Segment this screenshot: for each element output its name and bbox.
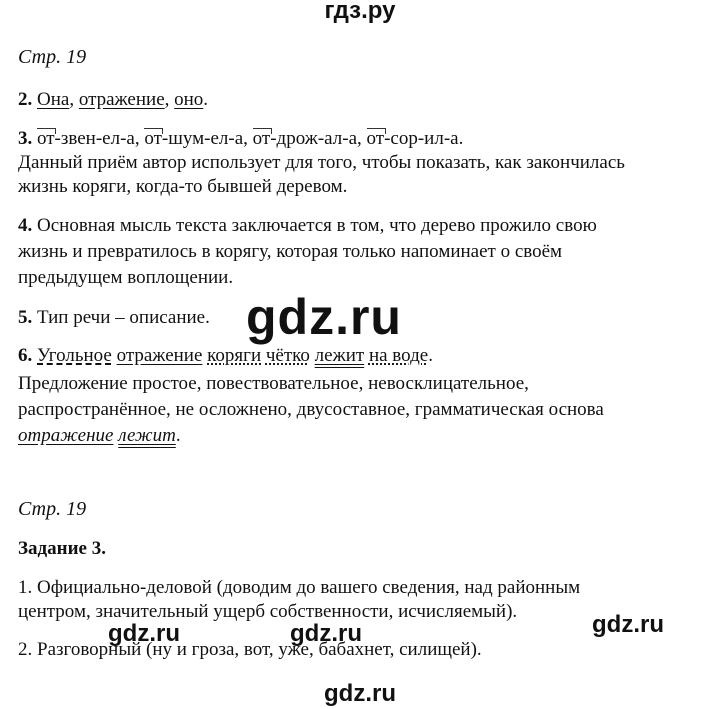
separator: , xyxy=(69,89,79,110)
answer-6-line2: Предложение простое, повествовательное, невосклицательное, xyxy=(18,373,529,394)
subject-word: отражение xyxy=(18,425,114,446)
separator: , xyxy=(164,89,175,110)
word-text: от-шум-ел-а xyxy=(144,128,244,149)
separator: . xyxy=(203,89,209,110)
answer-text: Основная мысль текста заключается в том, что дерево прожило свою xyxy=(37,215,597,236)
task-item-2: 2. Разговорный (ну и гроза, вот, уже, бабахнет, силищей). xyxy=(18,639,482,660)
answer-4-line3: предыдущем воплощении. xyxy=(18,267,234,288)
word-text: от-звен-ел-а xyxy=(37,128,135,149)
word-text: от-дрож-ал-а xyxy=(252,128,358,149)
morpheme-word xyxy=(367,127,459,151)
page-reference: Стр. 19 xyxy=(18,46,87,68)
subject-word: отражение xyxy=(116,345,203,366)
answer-number: 6. xyxy=(18,345,33,366)
answer-6: 6. Угольное отражение коряги чётко лежит на воде. xyxy=(18,345,433,366)
answer-4-line2: жизнь и превратилось в корягу, которая только напоминает о своём xyxy=(18,241,563,262)
morpheme-word xyxy=(253,127,357,151)
answer-5 xyxy=(18,306,210,330)
morpheme-word xyxy=(37,127,135,151)
watermark-small: gdz.ru xyxy=(290,620,362,647)
answer-number: 2. xyxy=(18,89,33,110)
adverbial-word: на воде xyxy=(368,345,429,366)
word-text: от-сор-ил-а xyxy=(366,128,459,149)
page-reference: Стр. 19 xyxy=(18,498,87,520)
watermark-center: gdz.ru xyxy=(246,289,402,345)
answer-2 xyxy=(18,88,208,112)
prefix-mark xyxy=(37,128,56,134)
watermark-bottom: gdz.ru xyxy=(324,680,396,707)
task-title: Задание 3. xyxy=(18,538,106,559)
answer-4 xyxy=(18,214,597,238)
answer-number: 5. xyxy=(18,307,33,328)
object-word: коряги xyxy=(207,345,262,366)
subject-word: Она xyxy=(37,89,70,110)
site-header[interactable]: гдз.ру xyxy=(324,0,396,24)
adverbial-word: чётко xyxy=(265,345,310,366)
prefix-mark xyxy=(367,128,386,134)
answer-number: 4. xyxy=(18,215,33,236)
watermark-small: gdz.ru xyxy=(108,620,180,647)
subject-word: отражение xyxy=(78,89,165,110)
answer-3-line2: Данный приём автор использует для того, чтобы показать, как закончилась xyxy=(18,152,625,173)
answer-6-line3: распространённое, не осложнено, двусоставное, грамматическая основа xyxy=(18,399,604,420)
predicate-word: лежит xyxy=(118,425,176,446)
answer-number: 3. xyxy=(18,128,33,149)
watermark-small: gdz.ru xyxy=(592,611,664,638)
task-item-1-line1: 1. Официально-деловой (доводим до вашего сведения, над районным xyxy=(18,577,581,598)
task-item-1-line2: центром, значительный ущерб собственности, исчисляемый). xyxy=(18,601,518,622)
attribute-word: Угольное xyxy=(37,345,112,366)
answer-3-line3: жизнь коряги, когда-то бывшей деревом. xyxy=(18,176,348,197)
predicate-word: лежит xyxy=(314,345,365,366)
prefix-mark xyxy=(144,128,163,134)
answer-text: Тип речи – описание. xyxy=(37,307,210,328)
answer-3: 3. от-звен-ел-а, от-шум-ел-а, от-дрож-ал-а, от-сор-ил-а. xyxy=(18,128,464,149)
prefix-mark xyxy=(253,128,272,134)
grammatical-basis: отражение лежит. xyxy=(18,425,181,446)
subject-word: оно xyxy=(174,89,204,110)
morpheme-word xyxy=(144,127,243,151)
